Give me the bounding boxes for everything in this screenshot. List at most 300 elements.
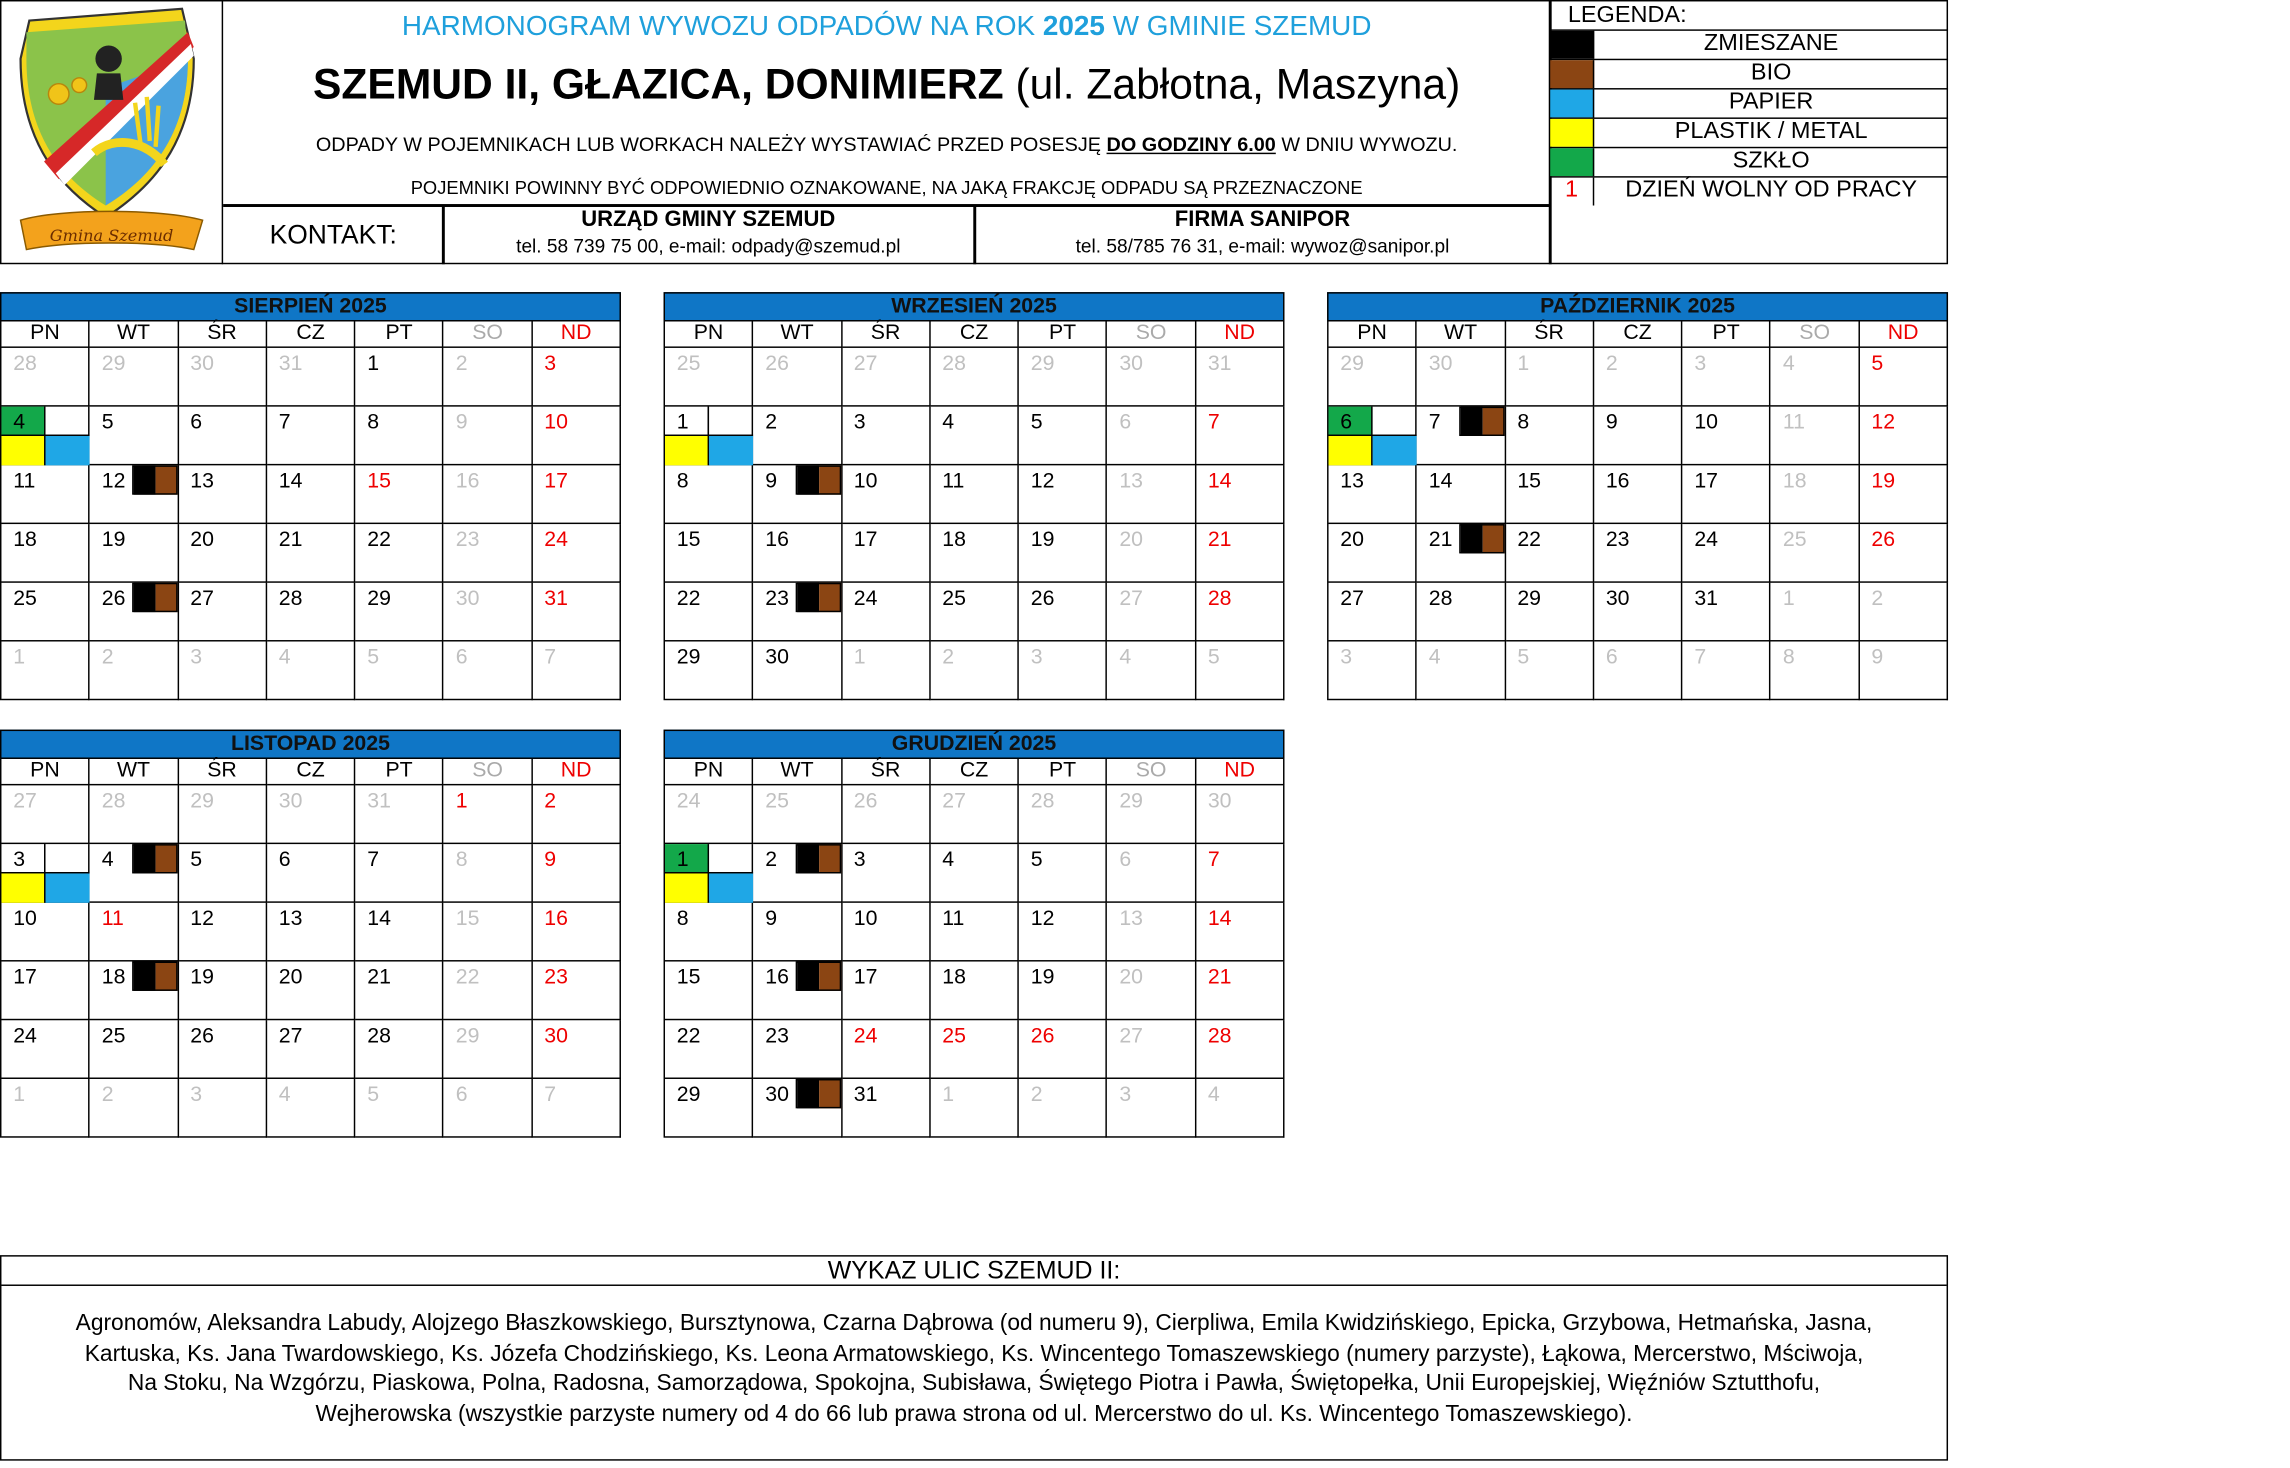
day-number: 2 <box>1605 352 1618 376</box>
day-cell <box>533 407 622 466</box>
day-number: 5 <box>1871 352 1884 376</box>
day-cell <box>1594 348 1683 407</box>
day-number: 16 <box>765 965 789 990</box>
day-cell <box>842 1020 931 1079</box>
day-cell <box>1771 348 1860 407</box>
legend-item-szklo <box>1550 147 1948 176</box>
day-number: 31 <box>853 1083 878 1107</box>
day-number: 3 <box>544 352 557 376</box>
weekday-header: SO <box>1771 321 1860 347</box>
day-cell <box>665 962 754 1021</box>
day-cell <box>1196 1079 1285 1138</box>
day-number: 24 <box>853 587 878 611</box>
day-cell <box>1506 642 1595 701</box>
weekday-header: SO <box>444 759 533 785</box>
day-number: 9 <box>1871 645 1884 670</box>
day-cell <box>842 348 931 407</box>
day-cell <box>1417 524 1506 583</box>
day-number: 6 <box>190 411 203 435</box>
weekday-header: PT <box>1019 321 1108 347</box>
weekday-header: PN <box>1 759 90 785</box>
municipality-crest-logo <box>0 0 223 264</box>
day-number: 31 <box>278 352 303 376</box>
weekday-header: ŚR <box>178 759 267 785</box>
day-cell <box>1417 583 1506 642</box>
day-cell <box>1 407 90 466</box>
day-number: 24 <box>676 789 701 814</box>
day-cell <box>931 962 1020 1021</box>
day-cell <box>1108 785 1197 844</box>
day-cell <box>1329 524 1418 583</box>
day-cell <box>842 785 931 844</box>
logo-banner-text: Gmina Szemud <box>49 225 174 245</box>
day-cell <box>267 844 356 903</box>
day-number: 21 <box>1428 528 1453 552</box>
calendar-month <box>0 292 621 700</box>
legend-label: BIO <box>1750 60 1792 86</box>
day-cell <box>1860 407 1949 466</box>
day-number: 19 <box>1871 469 1896 494</box>
day-cell <box>444 524 533 583</box>
day-cell <box>1196 1020 1285 1079</box>
day-cell <box>1683 524 1772 583</box>
legend-title: LEGENDA: <box>1567 2 1687 28</box>
day-number: 20 <box>1119 528 1144 552</box>
street-list-title: WYKAZ ULIC SZEMUD II: <box>1 1257 1946 1286</box>
day-number: 28 <box>278 587 303 611</box>
weekday-header: ND <box>1196 321 1285 347</box>
day-number: 6 <box>455 1083 468 1107</box>
day-number: 5 <box>1030 411 1043 435</box>
day-cell <box>178 1020 267 1079</box>
day-number: 1 <box>367 352 380 376</box>
day-cell <box>1860 642 1949 701</box>
day-number: 22 <box>1517 528 1542 552</box>
day-cell <box>178 642 267 701</box>
day-cell <box>90 348 179 407</box>
day-cell <box>665 903 754 962</box>
day-number: 24 <box>1694 528 1719 552</box>
day-number: 23 <box>765 1024 789 1049</box>
day-number: 30 <box>1428 352 1453 376</box>
day-number: 30 <box>1207 789 1232 814</box>
day-cell <box>1860 583 1949 642</box>
weekday-header: WT <box>90 759 179 785</box>
day-cell <box>1594 583 1683 642</box>
day-number: 12 <box>101 469 126 494</box>
day-number: 2 <box>101 1083 114 1107</box>
day-cell <box>356 903 445 962</box>
day-cell <box>754 407 843 466</box>
calendar-month <box>1327 292 1948 700</box>
day-cell <box>267 1079 356 1138</box>
day-number: 18 <box>942 528 966 552</box>
street-list-body <box>7 1309 1940 1429</box>
weekday-header: WT <box>90 321 179 347</box>
day-cell <box>1019 1020 1108 1079</box>
day-number: 9 <box>765 469 778 494</box>
day-number: 29 <box>455 1024 480 1049</box>
day-number: 5 <box>101 411 114 435</box>
day-number: 12 <box>1030 469 1055 494</box>
day-number: 30 <box>1119 352 1144 376</box>
day-number: 18 <box>13 528 37 552</box>
day-cell <box>842 962 931 1021</box>
day-number: 4 <box>278 645 291 670</box>
weekday-header: PN <box>665 759 754 785</box>
day-number: 31 <box>544 587 569 611</box>
day-cell <box>665 785 754 844</box>
title-line: HARMONOGRAM WYWOZU ODPADÓW NA ROK 2025 W GMINIE SZEMUD <box>401 11 1372 43</box>
day-number: 15 <box>676 528 701 552</box>
legend-item-holiday <box>1550 176 1948 205</box>
day-number: 13 <box>1119 469 1144 494</box>
day-cell <box>533 642 622 701</box>
month-title: LISTOPAD 2025 <box>0 730 621 759</box>
marker-divider <box>1460 407 1506 436</box>
day-cell <box>178 962 267 1021</box>
day-cell <box>356 524 445 583</box>
day-number: 11 <box>942 469 965 494</box>
weekday-header: SO <box>1108 321 1197 347</box>
day-number: 2 <box>942 645 955 670</box>
day-number: 13 <box>190 469 214 494</box>
day-cell <box>1 1079 90 1138</box>
day-number: 8 <box>367 411 380 435</box>
day-number: 26 <box>853 789 878 814</box>
day-cell <box>665 844 754 903</box>
day-number: 7 <box>1207 848 1220 872</box>
day-number: 15 <box>676 965 701 990</box>
day-cell <box>1329 583 1418 642</box>
street-line: Wejherowska (wszystkie parzyste numery od 4 do 66 lub prawa strona od ul. Mercerstwo do ul. Ks. Wincentego Tomaszewskiego). <box>315 1401 1633 1427</box>
day-number: 16 <box>1605 469 1630 494</box>
day-number: 17 <box>1694 469 1719 494</box>
contact-company <box>975 206 1550 265</box>
day-cell <box>1506 348 1595 407</box>
day-cell <box>1 903 90 962</box>
contact-office <box>443 206 973 265</box>
day-number: 30 <box>765 645 789 670</box>
day-number: 19 <box>1030 965 1055 990</box>
day-number: 5 <box>367 645 380 670</box>
day-cell <box>931 844 1020 903</box>
day-cell <box>931 583 1020 642</box>
day-cell <box>1506 583 1595 642</box>
day-number: 22 <box>676 1024 701 1049</box>
day-number: 6 <box>278 848 291 872</box>
day-number: 23 <box>455 528 480 552</box>
day-cell <box>90 642 179 701</box>
day-number: 2 <box>765 848 778 872</box>
day-number: 29 <box>676 1083 701 1107</box>
day-number: 4 <box>1207 1083 1220 1107</box>
day-number: 27 <box>13 789 37 814</box>
day-number: 8 <box>676 907 689 931</box>
day-cell <box>1683 407 1772 466</box>
day-cell <box>1 583 90 642</box>
day-cell <box>1019 903 1108 962</box>
day-number: 14 <box>278 469 303 494</box>
day-cell <box>533 1020 622 1079</box>
day-cell <box>1 642 90 701</box>
day-number: 18 <box>101 965 126 990</box>
day-number: 21 <box>1207 528 1232 552</box>
day-cell <box>178 407 267 466</box>
day-cell <box>842 465 931 524</box>
day-number: 29 <box>101 352 126 376</box>
day-number: 10 <box>544 411 569 435</box>
street-line: Na Stoku, Na Wzgórzu, Piaskowa, Polna, Radosna, Samorządowa, Spokojna, Subisława, Świętego Piotra i Pawła, Świętopełka, Unii Europejskiej, Więźniów Sztutthofu, <box>127 1371 1821 1397</box>
day-cell <box>533 524 622 583</box>
day-number: 26 <box>1030 1024 1055 1049</box>
day-cell <box>267 962 356 1021</box>
day-cell <box>267 465 356 524</box>
day-cell <box>931 1079 1020 1138</box>
marker-divider <box>796 844 842 873</box>
day-number: 4 <box>13 411 26 435</box>
day-cell <box>90 1079 179 1138</box>
day-number: 11 <box>1782 411 1805 435</box>
day-cell <box>1594 524 1683 583</box>
day-number: 28 <box>13 352 37 376</box>
day-cell <box>1 844 90 903</box>
day-cell <box>1594 465 1683 524</box>
day-number: 26 <box>765 352 789 376</box>
day-number: 19 <box>190 965 214 990</box>
day-number: 2 <box>1871 587 1884 611</box>
day-number: 29 <box>676 645 701 670</box>
day-cell <box>444 348 533 407</box>
day-number: 28 <box>367 1024 391 1049</box>
day-cell <box>356 348 445 407</box>
month-grid <box>664 759 1285 1138</box>
day-number: 29 <box>1340 352 1364 376</box>
day-number: 8 <box>455 848 468 872</box>
papier-marker <box>46 436 90 465</box>
day-number: 17 <box>13 965 37 990</box>
calendar-month <box>0 730 621 1138</box>
area-title: SZEMUD II, GŁAZICA, DONIMIERZ (ul. Zabłotna, Maszyna) <box>313 61 1461 109</box>
day-number: 31 <box>1207 352 1232 376</box>
day-number: 1 <box>13 1083 26 1107</box>
month-grid <box>0 759 621 1138</box>
day-cell <box>533 903 622 962</box>
day-number: 8 <box>1782 645 1795 670</box>
day-number: 6 <box>1605 645 1618 670</box>
day-cell <box>90 962 179 1021</box>
day-cell <box>444 407 533 466</box>
day-number: 3 <box>1119 1083 1132 1107</box>
day-cell <box>533 844 622 903</box>
day-cell <box>1019 1079 1108 1138</box>
day-cell <box>1683 465 1772 524</box>
day-cell <box>90 844 179 903</box>
day-cell <box>1506 524 1595 583</box>
day-cell <box>1108 348 1197 407</box>
day-number: 27 <box>942 789 966 814</box>
day-cell <box>1417 642 1506 701</box>
weekday-header: ND <box>533 759 622 785</box>
day-number: 12 <box>190 907 214 931</box>
day-cell <box>90 1020 179 1079</box>
day-number: 7 <box>544 645 557 670</box>
day-number: 26 <box>101 587 126 611</box>
day-number: 21 <box>278 528 303 552</box>
day-cell <box>1108 642 1197 701</box>
day-number: 23 <box>544 965 569 990</box>
day-number: 4 <box>278 1083 291 1107</box>
day-cell <box>90 785 179 844</box>
day-cell <box>1329 465 1418 524</box>
day-cell <box>356 1020 445 1079</box>
day-number: 20 <box>1340 528 1364 552</box>
day-cell <box>1683 348 1772 407</box>
day-cell <box>1 348 90 407</box>
legend-label: ZMIESZANE <box>1703 30 1839 56</box>
day-cell <box>533 785 622 844</box>
day-cell <box>931 903 1020 962</box>
day-number: 7 <box>1207 411 1220 435</box>
weekday-header: ND <box>1860 321 1949 347</box>
day-number: 2 <box>544 789 557 814</box>
day-cell <box>1196 348 1285 407</box>
day-cell <box>1196 962 1285 1021</box>
day-number: 25 <box>676 352 701 376</box>
day-number: 4 <box>942 848 955 872</box>
day-cell <box>754 642 843 701</box>
day-number: 2 <box>1030 1083 1043 1107</box>
day-cell <box>931 348 1020 407</box>
day-number: 3 <box>190 1083 203 1107</box>
logo-cell <box>0 0 223 264</box>
day-cell <box>1329 348 1418 407</box>
weekday-header: PN <box>1329 321 1418 347</box>
day-number: 14 <box>1207 907 1232 931</box>
day-number: 1 <box>455 789 468 814</box>
month-title: GRUDZIEŃ 2025 <box>664 730 1285 759</box>
day-cell <box>1196 524 1285 583</box>
weekday-header: ŚR <box>842 321 931 347</box>
contact-office-detail: tel. 58 739 75 00, e-mail: odpady@szemud.pl <box>516 234 901 257</box>
day-number: 9 <box>1605 411 1618 435</box>
day-cell <box>842 524 931 583</box>
day-number: 11 <box>101 907 124 931</box>
legend-swatch <box>1550 119 1594 147</box>
day-cell <box>1 785 90 844</box>
day-cell <box>356 583 445 642</box>
weekday-header: SO <box>444 321 533 347</box>
day-number: 31 <box>367 789 391 814</box>
day-number: 24 <box>853 1024 878 1049</box>
marker-divider <box>1329 435 1417 436</box>
day-cell <box>754 583 843 642</box>
day-number: 31 <box>1694 587 1719 611</box>
legend-swatch <box>1550 31 1594 59</box>
day-cell <box>1196 583 1285 642</box>
day-cell <box>533 348 622 407</box>
day-number: 5 <box>1207 645 1220 670</box>
day-cell <box>1860 348 1949 407</box>
day-number: 29 <box>1030 352 1055 376</box>
day-number: 30 <box>765 1083 789 1107</box>
day-cell <box>90 465 179 524</box>
day-number: 18 <box>1782 469 1807 494</box>
day-cell <box>665 407 754 466</box>
day-cell <box>1771 407 1860 466</box>
legend-item-bio <box>1550 59 1948 88</box>
weekday-header: PN <box>1 321 90 347</box>
day-cell <box>444 962 533 1021</box>
day-number: 7 <box>544 1083 557 1107</box>
street-line: Kartuska, Ks. Jana Twardowskiego, Ks. Józefa Chodzińskiego, Ks. Leona Armatowskiego, Ks. Wincentego Tomaszewskiego (numery parzyste), Łąkowa, Mercerstwo, Mściwoja, <box>84 1341 1864 1366</box>
day-cell <box>178 465 267 524</box>
day-cell <box>665 1020 754 1079</box>
day-cell <box>267 524 356 583</box>
day-cell <box>267 903 356 962</box>
day-number: 22 <box>455 965 480 990</box>
weekday-header: CZ <box>267 759 356 785</box>
notice-line-2: POJEMNIKI POWINNY BYĆ ODPOWIEDNIO OZNAKOWANE, NA JAKĄ FRAKCJĘ ODPADU SĄ PRZEZNACZONE <box>410 177 1363 199</box>
day-number: 27 <box>1119 587 1144 611</box>
day-number: 13 <box>1119 907 1144 931</box>
day-cell <box>267 642 356 701</box>
marker-divider <box>1460 524 1506 553</box>
day-number: 9 <box>544 848 557 872</box>
day-cell <box>356 785 445 844</box>
day-number: 21 <box>367 965 391 990</box>
day-number: 29 <box>367 587 391 611</box>
day-cell <box>267 407 356 466</box>
day-cell <box>444 583 533 642</box>
day-number: 4 <box>1782 352 1795 376</box>
legend-swatch <box>1550 148 1594 176</box>
day-cell <box>1594 407 1683 466</box>
day-cell <box>1771 642 1860 701</box>
day-number: 30 <box>455 587 480 611</box>
day-cell <box>1196 903 1285 962</box>
day-number: 1 <box>676 848 689 872</box>
legend-item-plastik <box>1550 117 1948 146</box>
day-number: 4 <box>101 848 114 872</box>
day-number: 27 <box>1340 587 1364 611</box>
day-number: 2 <box>455 352 468 376</box>
legend-holiday-sample: 1 <box>1550 178 1594 206</box>
day-cell <box>1108 583 1197 642</box>
day-number: 14 <box>1207 469 1232 494</box>
marker-divider <box>796 583 842 612</box>
day-cell <box>1506 407 1595 466</box>
notice-line: ODPADY W POJEMNIKACH LUB WORKACH NALEŻY WYSTAWIAĆ PRZED POSESJĘ DO GODZINY 6.00 W DNIU WYWOZU. <box>315 133 1458 156</box>
day-cell <box>1196 465 1285 524</box>
papier-marker <box>1373 436 1417 465</box>
marker-divider <box>796 465 842 494</box>
day-number: 30 <box>190 352 214 376</box>
weekday-header: ŚR <box>1506 321 1595 347</box>
legend-label: DZIEŃ WOLNY OD PRACY <box>1625 177 1918 203</box>
day-cell <box>754 1020 843 1079</box>
day-cell <box>1108 465 1197 524</box>
contact-label: KONTAKT: <box>269 219 397 249</box>
legend-label: SZKŁO <box>1732 148 1810 174</box>
day-cell <box>1019 465 1108 524</box>
day-number: 5 <box>190 848 203 872</box>
day-cell <box>178 348 267 407</box>
day-number: 24 <box>544 528 569 552</box>
marker-divider <box>133 844 179 873</box>
day-number: 3 <box>853 411 866 435</box>
day-number: 1 <box>942 1083 955 1107</box>
